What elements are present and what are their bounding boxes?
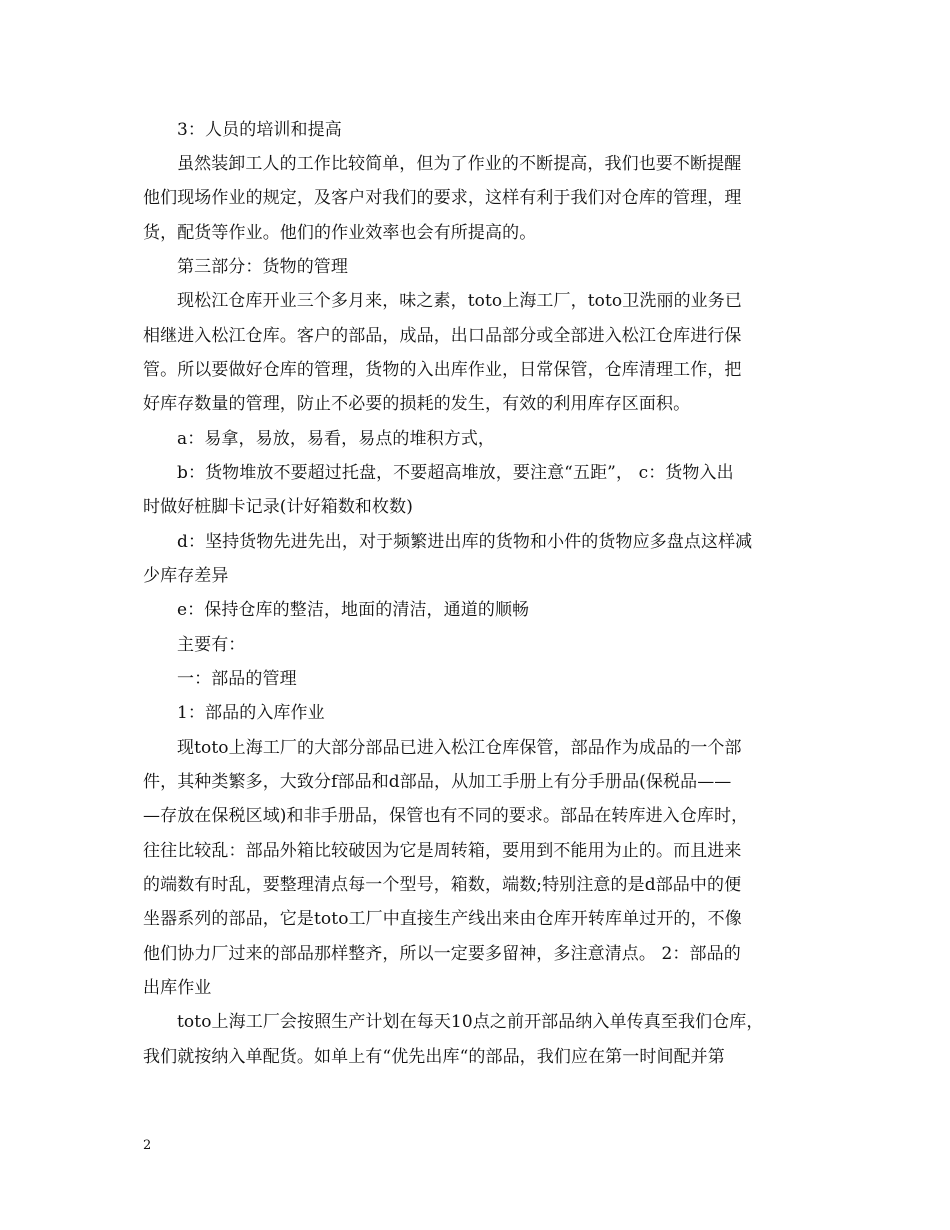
text-line: 他们协力厂过来的部品那样整齐，所以一定要多留神，多注意清点。 2：部品的 <box>143 944 741 964</box>
text-line: 时做好桩脚卡记录(计好箱数和枚数) <box>143 497 413 517</box>
text-line: 虽然装卸工人的工作比较简单，但为了作业的不断提高，我们也要不断提醒 <box>177 154 742 174</box>
text-line: 主要有： <box>177 635 246 655</box>
subsection-heading: 1：部品的入库作业 <box>177 703 325 723</box>
text-line: 3：人员的培训和提高 <box>177 120 342 140</box>
subsection-heading: 一：部品的管理 <box>177 669 297 689</box>
text-line: 往往比较乱：部品外箱比较破因为它是周转箱，要用到不能用为止的。而且进来 <box>143 841 742 861</box>
page-number: 2 <box>143 1138 152 1153</box>
text-line: 出库作业 <box>143 978 212 998</box>
text-line: 好库存数量的管理，防止不必要的损耗的发生，有效的利用库存区面积。 <box>143 394 691 414</box>
text-line: 我们就按纳入单配货。如单上有“优先出库“的部品，我们应在第一时间配并第 <box>143 1047 725 1067</box>
text-line: 件，其种类繁多，大致分f部品和d部品，从加工手册上有分手册品(保税品—— <box>143 772 732 792</box>
text-line: 少库存差异 <box>143 566 229 586</box>
text-line: 坐器系列的部品，它是toto工厂中直接生产线出来由仓库开转库单过开的，不像 <box>143 909 742 929</box>
text-line: 相继进入松江仓库。客户的部品，成品，出口品部分或全部进入松江仓库进行保 <box>143 326 742 346</box>
list-item-d: d：坚持货物先进先出，对于频繁进出库的货物和小件的货物应多盘点这样减 <box>177 532 753 552</box>
text-line: —存放在保税区域)和非手册品，保管也有不同的要求。部品在转库进入仓库时， <box>143 806 749 826</box>
list-item-b: b：货物堆放不要超过托盘，不要超高堆放，要注意“五距”， c：货物入出 <box>177 463 734 483</box>
section-heading: 第三部分：货物的管理 <box>177 257 348 277</box>
list-item-e: e：保持仓库的整洁，地面的清洁，通道的顺畅 <box>177 600 530 620</box>
text-line: toto上海工厂会按照生产计划在每天10点之前开部品纳入单传真至我们仓库， <box>177 1012 764 1032</box>
text-line: 现松江仓库开业三个多月来，味之素，toto上海工厂，toto卫洗丽的业务已 <box>177 291 742 311</box>
text-line: 他们现场作业的规定，及客户对我们的要求，这样有利于我们对仓库的管理，理 <box>143 188 742 208</box>
text-line: 管。所以要做好仓库的管理，货物的入出库作业，日常保管，仓库清理工作，把 <box>143 360 742 380</box>
text-line: 货，配货等作业。他们的作业效率也会有所提高的。 <box>143 223 537 243</box>
text-line: 的端数有时乱，要整理清点每一个型号，箱数，端数;特别注意的是d部品中的便 <box>143 875 742 895</box>
text-line: 现toto上海工厂的大部分部品已进入松江仓库保管，部品作为成品的一个部 <box>177 738 742 758</box>
list-item-a: a：易拿，易放，易看，易点的堆积方式， <box>177 429 496 449</box>
